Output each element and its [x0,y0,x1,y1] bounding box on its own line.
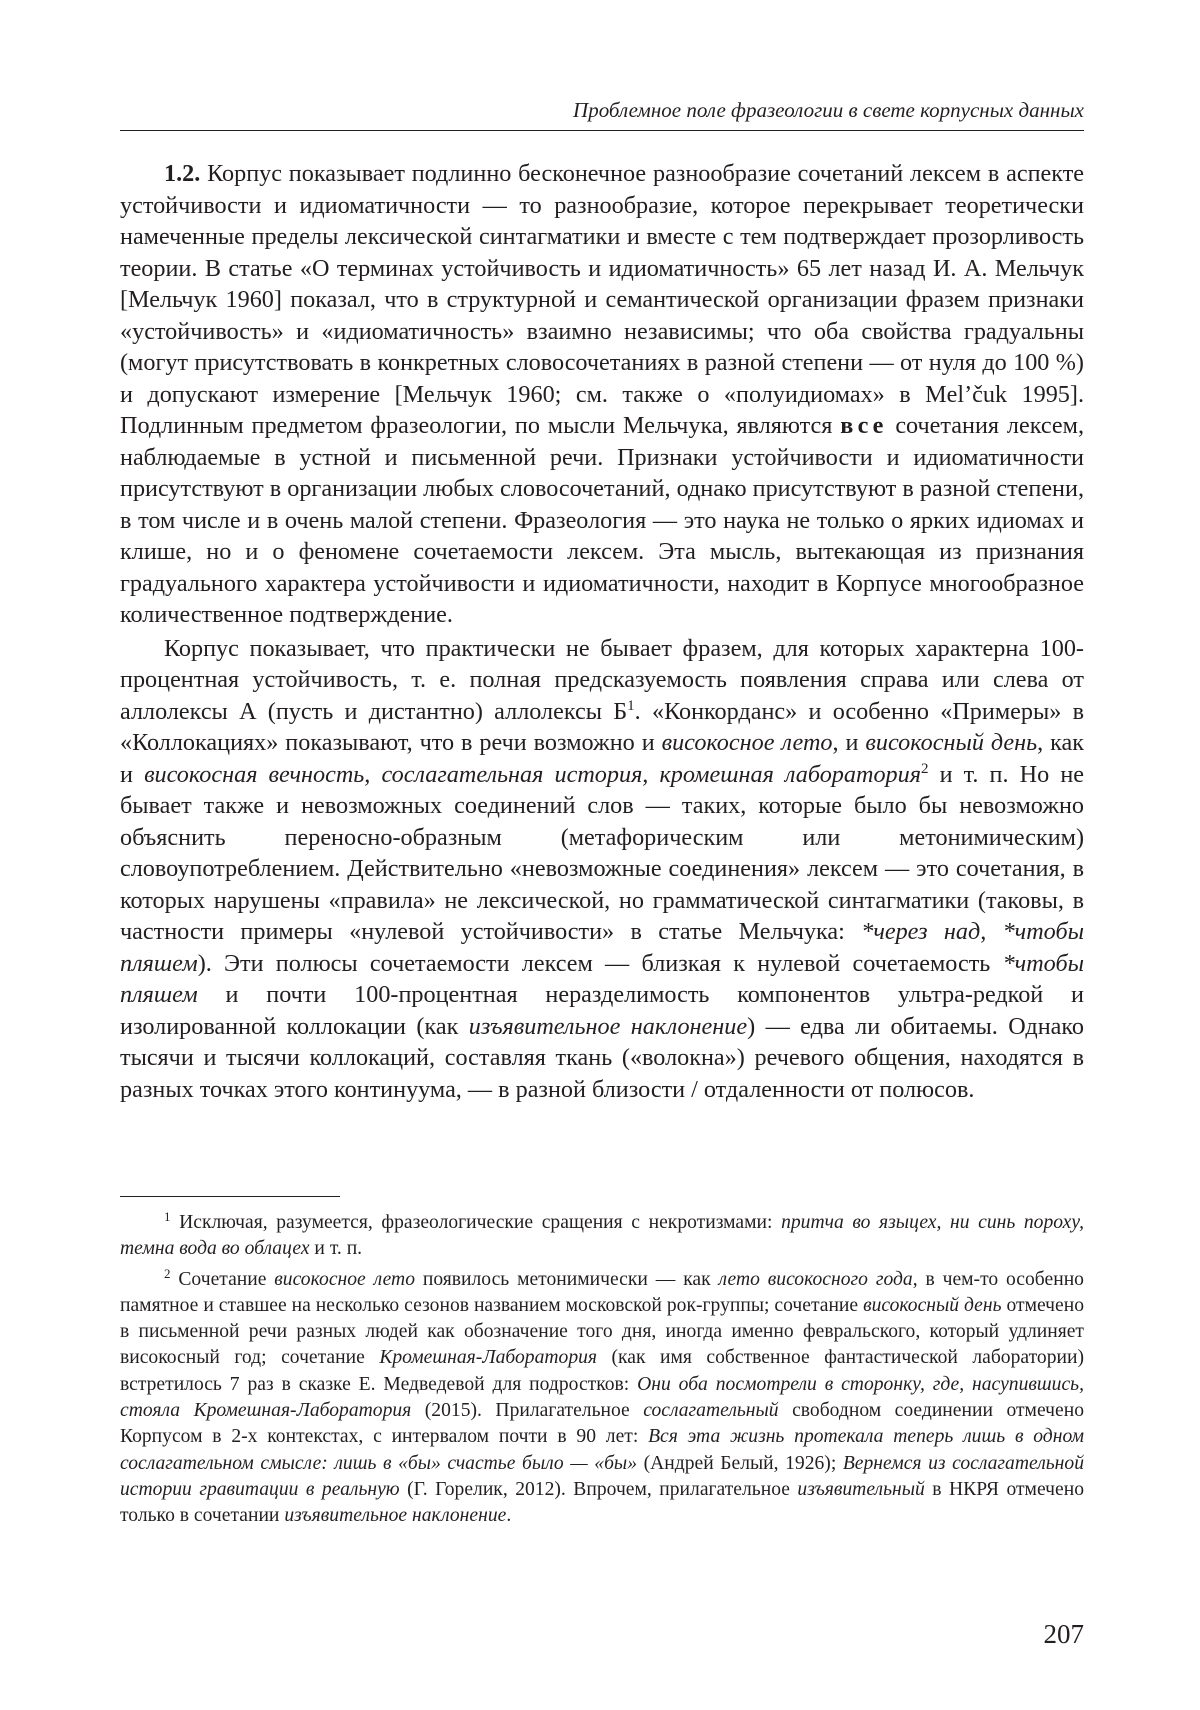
main-text [120,158,1084,1105]
footnote-text: , в чем-то особенно памятное и ставшее на несколько сезонов названием московской рок-группы; сочетание [120,1268,1084,1316]
footnote-text: (Андрей Белый, 1926); [637,1452,843,1474]
footnote-text: в НКРЯ отмечено только в сочетании [120,1478,1084,1527]
footnote-text: (Г. Горелик, 2012). Впрочем, прилагательное [399,1478,798,1500]
italic-example: изъявительное наклонение [468,1012,748,1040]
footnote-ref-2[interactable]: 2 [920,760,929,777]
italic-example: сослагательный [643,1400,779,1422]
italic-example: високосный день [863,1294,1002,1316]
footnote-1 [120,1210,1084,1263]
section-number: 1.2. [164,160,201,187]
italic-example: Кромешная-Лаборатория [379,1347,598,1369]
italic-example: високосное лето [661,729,833,756]
italic-example: Они оба посмотрели в сторонку, где, насупившись, стояла Кромешная-Лаборатория [120,1373,1084,1422]
paragraph-text: . «Конкорданс» и особенно «Примеры» в «Коллокациях» показывают, что в речи возможно и [120,697,1084,756]
footnotes [120,1210,1084,1530]
paragraph-text: сочетания лексем, наблюдаемые в устной и письменной речи. Признаки устойчивости и идиоматичности присутствуют в организации любых словосочетаний, однако присутствуют в разной степени, в том числе и в очень малой степени. Фразеология — это наука не только о ярких идиомах и клише, но и о феномене сочетаемости лексем. Эта мысль, вытекающая из признания градуального характера устойчивости и идиоматичности, находит в Корпусе многообразное количественное подтверждение. [120,412,1084,628]
italic-example: изъявительный [797,1478,925,1500]
footnote-text: появилось метонимически — как [415,1268,719,1290]
paragraph-text: , как и [120,729,1084,788]
spaced-emphasis: все [840,412,888,439]
italic-example: *через над, *чтобы пляшем [120,918,1084,977]
footnote-number: 2 [164,1265,171,1281]
paragraph-1-2 [120,158,1084,631]
paragraph-text: Корпус показывает подлинно бесконечное разнообразие сочетаний лексем в аспекте устойчивости и идиоматичности — то разнообразие, которое перекрывает теоретически намеченные пределы лексической синтагматики и вместе с тем подтверждает прозорливость теории. В статье «О терминах устойчивость и идиоматичность» 65 лет назад И. А. Мельчук [Мельчук 1960] показал, что в структурной и семантической организации фразем признаки «устойчивость» и «идиоматичность» взаимно независимы; что оба свойства градуальны (могут присутствовать в конкретных словосочетаниях в разной степени — от нуля до 100 %) и допускают измерение [Мельчук 1960; см. также о «полуидиомах» в Mel’čuk 1995]. Подлинным предметом фразеологии, по мысли Мельчука, являются [120,160,1084,439]
italic-example: притча во языцех, ни синь пороху, темна вода во облацех [120,1212,1084,1260]
footnote-text: свободном соединении отмечено Корпусом в 2-х контекстах, с интервалом почти в 90 лет: [120,1400,1084,1448]
header-rule [120,130,1084,131]
footnote-text: (как имя собственное фантастической лаборатории) встретилось 7 раз в сказке Е. Медведевой для подростков: [120,1347,1084,1395]
footnote-separator [120,1196,340,1197]
footnote-number: 1 [164,1209,171,1224]
italic-example: изъявительное наклонение [284,1505,507,1527]
paragraph-text: и т. п. Но не бывает также и невозможных соединений слов — таких, которые было бы невозможно объяснить переносно-образным (метафорическим или метонимическим) словоупотреблением. Действительно «невозможные соединения» лексем — это сочетания, в которых нарушены «правила» не лексической, но грамматической синтагматики (таковы, в частности примеры «нулевой устойчивости» в статье Мельчука: [120,760,1084,945]
paragraph-text: ). Эти полюсы сочетаемости лексем — близкая к нулевой сочетаемость [197,949,1003,977]
footnote-text: (2015). Прилагательное [411,1400,644,1422]
footnote-text: отмечено в письменной речи разных людей как обозначение того дня, иногда именно февральского, который удлиняет високосный год; сочетание [120,1294,1085,1369]
footnote-ref-1[interactable]: 1 [627,697,635,714]
italic-example: Вся эта жизнь протекала теперь лишь в одном сослагательном смысле: лишь в «бы» счастье было — «бы» [120,1426,1084,1474]
page-number: 207 [1043,1619,1084,1649]
footnote-text: Сочетание [170,1268,275,1290]
footnote-text: и т. п. [309,1238,363,1260]
italic-example: високосный день [865,729,1038,756]
paragraph-2 [120,633,1084,1106]
italic-example: *чтобы пляшем [120,949,1084,1008]
paragraph-text: ) — едва ли обитаемы. Однако тысячи и тысячи коллокаций, составляя ткань («волокна») речевого общения, находятся в разных точках этого континуума, — в разной близости / отдаленности от полюсов. [120,1012,1084,1103]
running-head: Проблемное поле фразеологии в свете корпусных данных [573,98,1084,122]
italic-example: Вернемся из сослагательной истории гравитации в реальную [120,1452,1084,1500]
footnote-2 [120,1267,1084,1530]
paragraph-text: , и [832,729,866,756]
italic-example: лето високосного года [718,1268,913,1290]
footnote-text: . [506,1505,512,1527]
italic-example: високосная вечность, сослагательная история, кромешная лаборатория [144,760,921,788]
italic-example: високосное лето [274,1268,416,1290]
paragraph-text: и почти 100-процентная неразделимость компонентов ультра-редкой и изолированной коллокации (как [120,981,1084,1040]
footnote-text: Исключая, разумеется, фразеологические сращения с некротизмами: [170,1212,782,1233]
paragraph-text: Корпус показывает, что практически не бывает фразем, для которых характерна 100-процентная устойчивость, т. е. полная предсказуемость появления справа или слева от аллолексы А (пусть и дистантно) аллолексы Б [120,634,1084,725]
